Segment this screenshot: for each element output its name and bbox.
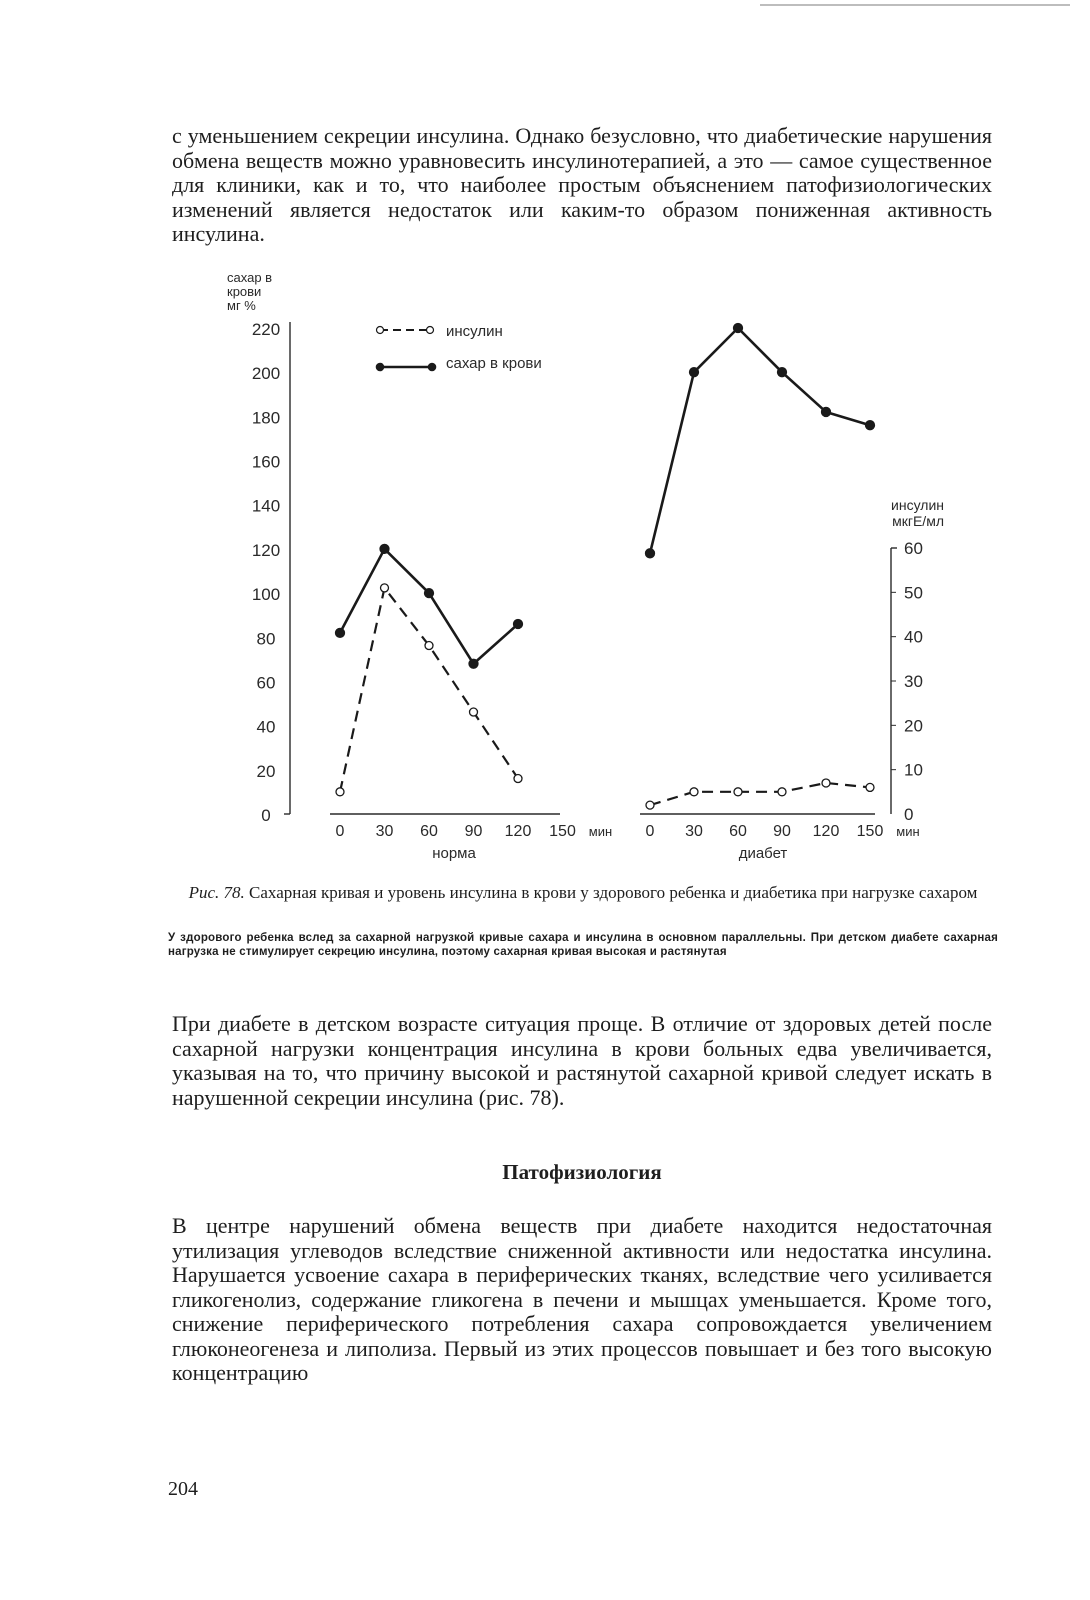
insulin-data-point xyxy=(646,801,654,809)
x-axis-tick-label: 90 xyxy=(464,823,483,840)
right-axis-tick-label: 60 xyxy=(904,539,923,558)
figure-caption xyxy=(170,883,996,903)
page-number: 204 xyxy=(168,1478,198,1500)
left-axis-tick-label: 100 xyxy=(251,585,281,605)
left-axis-tick-label: 0 xyxy=(261,806,271,825)
sugar-series-line xyxy=(650,328,870,553)
x-axis-tick-label: 120 xyxy=(812,823,840,840)
legend-insulin-marker xyxy=(427,327,434,334)
sugar-data-point xyxy=(778,368,787,377)
legend-sugar-label: сахар в крови xyxy=(446,355,542,372)
insulin-data-point xyxy=(336,788,344,796)
left-axis-tick-label: 160 xyxy=(251,452,281,472)
left-axis-tick-label: 60 xyxy=(256,673,276,693)
right-axis-tick-label: 10 xyxy=(904,760,923,780)
insulin-data-point xyxy=(514,775,522,783)
sugar-data-point xyxy=(425,589,434,598)
left-axis-tick-label: 220 xyxy=(251,320,281,339)
insulin-series-line xyxy=(650,783,870,805)
sugar-data-point xyxy=(866,421,875,430)
paragraph-intro: с уменьшением секреции инсулина. Однако безусловно, что диабетические нарушения обмена веществ можно уравновесить инсулинотерапией, а это — самое существенное для клиники, как и то, что наиболее простым объяснением патофизиологических изменений является недостаток или каким-то образом пониженная активность инсулина. xyxy=(172,123,992,246)
sugar-data-point xyxy=(380,544,389,553)
sugar-data-point xyxy=(646,549,655,558)
insulin-series-line xyxy=(340,588,518,792)
x-axis-unit-label: мин xyxy=(588,824,613,839)
right-axis-tick-label: 30 xyxy=(904,672,923,691)
section-heading: Патофизиология xyxy=(502,1160,662,1184)
insulin-data-point xyxy=(778,788,786,796)
right-axis-tick-label: 40 xyxy=(904,627,923,647)
insulin-data-point xyxy=(425,642,433,650)
sugar-data-point xyxy=(822,407,831,416)
right-axis-tick-label: 20 xyxy=(904,716,923,736)
insulin-data-point xyxy=(822,779,830,787)
left-axis-tick-label: 140 xyxy=(251,496,281,516)
sugar-data-point xyxy=(336,628,345,637)
x-axis-tick-label: 30 xyxy=(375,823,394,840)
left-axis-tick-label: 20 xyxy=(256,761,276,781)
insulin-data-point xyxy=(470,708,478,716)
legend-sugar-marker xyxy=(428,363,436,371)
right-axis-title-line: инсулин xyxy=(891,497,944,513)
left-axis-tick-label: 200 xyxy=(251,364,281,384)
left-axis-title-line: сахар в xyxy=(227,270,273,285)
panel-label: норма xyxy=(432,845,476,862)
insulin-data-point xyxy=(734,788,742,796)
left-axis-tick-label: 120 xyxy=(251,540,281,560)
left-axis-tick-label: 80 xyxy=(256,629,276,649)
paragraph-pathophysiology: В центре нарушений обмена веществ при диабете находится недостаточная утилизация углеводов вследствие сниженной активности или недостатка инсулина. Нарушается усвоение сахара в периферических тканях, вследствие чего усиливается гликогенолиз, содержание гликогена в печени и мышцах уменьшается. Кроме того, снижение периферического потребления сахара сопровождается увеличением глюконеогенеза и липолиза. Первый из этих процессов повышает и без того высокую концентрацию xyxy=(172,1213,992,1385)
x-axis-tick-label: 30 xyxy=(685,823,703,840)
x-axis-unit-label: мин xyxy=(896,824,920,839)
legend-insulin-marker xyxy=(377,327,384,334)
right-axis-tick-label: 0 xyxy=(904,805,914,824)
left-axis-tick-label: 40 xyxy=(256,717,276,737)
right-axis-tick-label: 50 xyxy=(904,583,923,603)
left-axis-title-line: мг % xyxy=(227,298,256,313)
insulin-data-point xyxy=(866,783,874,791)
x-axis-tick-label: 120 xyxy=(504,823,532,840)
sugar-data-point xyxy=(734,324,743,333)
x-axis-tick-label: 60 xyxy=(729,823,747,840)
x-axis-tick-label: 0 xyxy=(335,823,345,840)
legend-sugar-marker xyxy=(376,363,384,371)
insulin-data-point xyxy=(690,788,698,796)
left-axis-title-line: крови xyxy=(227,284,262,299)
sugar-data-point xyxy=(469,659,478,668)
x-axis-tick-label: 60 xyxy=(420,823,438,840)
x-axis-tick-label: 0 xyxy=(645,823,655,840)
x-axis-tick-label: 150 xyxy=(856,823,884,840)
figure-caption-text: Сахарная кривая и уровень инсулина в крови у здорового ребенка и диабетика при нагрузке сахаром xyxy=(249,883,978,902)
sugar-data-point xyxy=(690,368,699,377)
right-axis-title-line: мкгЕ/мл xyxy=(892,513,944,529)
x-axis-tick-label: 90 xyxy=(773,823,791,840)
insulin-data-point xyxy=(381,584,389,592)
x-axis-tick-label: 150 xyxy=(549,823,576,840)
paragraph-childhood-diabetes: При диабете в детском возрасте ситуация проще. В отличие от здоровых детей после сахарной нагрузки концентрация инсулина в крови больных едва увеличивается, указывая на то, что причину высокой и растянутой сахарной кривой следует искать в нарушенной секреции инсулина (рис. 78). xyxy=(172,1011,992,1110)
figure-caption-label: Рис. 78. xyxy=(188,883,245,902)
left-axis-tick-label: 180 xyxy=(251,408,281,428)
sugar-data-point xyxy=(514,620,523,629)
legend-insulin-label: инсулин xyxy=(446,323,503,340)
figure-note: У здорового ребенка вслед за сахарной нагрузкой кривые сахара и инсулина в основном параллельны. При детском диабете сахарная нагрузка не стимулирует секрецию инсулина, поэтому сахарная кривая высокая и растянутая xyxy=(168,932,998,958)
panel-label: диабет xyxy=(738,845,788,862)
